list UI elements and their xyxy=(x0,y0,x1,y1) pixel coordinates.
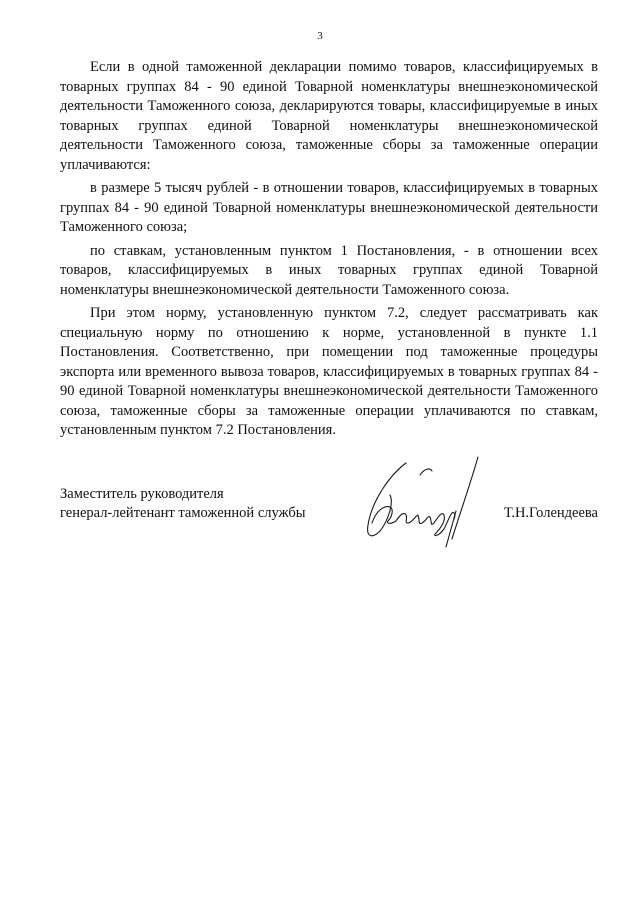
position-title: Заместитель руководителя xyxy=(60,486,224,502)
paragraph-fee-5000: в размере 5 тысяч рублей - в отношении товаров, классифицируемых в товарных группах 84 - 90 единой Товарной номенклатуры внешнеэкономической деятельности Таможенного союза; xyxy=(60,180,598,235)
document-body xyxy=(60,58,598,441)
handwritten-signature xyxy=(360,455,500,555)
page-number: 3 xyxy=(317,30,323,42)
paragraph-special-norm: При этом норму, установленную пунктом 7.2, следует рассматривать как специальную норму по отношению к норме, установленной в пункте 1.1 Постановления. Соответственно, при помещении под таможенные процедуры экспорта или временного вывоза товаров, классифицируемых в товарных группах 84 - 90 единой Товарной номенклатуры внешнеэкономической деятельности Таможенного союза, таможенные сборы за таможенные операции уплачиваются по ставкам, установленным пунктом 7.2 Постановления. xyxy=(60,305,598,438)
signatory-position xyxy=(60,485,360,523)
signer-name: Т.Н.Голендеева xyxy=(503,505,598,521)
paragraph-customs-declaration: Если в одной таможенной декларации помимо товаров, классифицируемых в товарных группах 84 - 90 единой Товарной номенклатуры внешнеэкономической деятельности Таможенного союза, декларируются товары, классифицируемые в иных товарных группах единой Товарной номенклатуры внешнеэкономической деятельности Таможенного союза, таможенные сборы за таможенные операции уплачиваются: xyxy=(60,59,598,173)
paragraph-rates-other-goods: по ставкам, установленным пунктом 1 Постановления, - в отношении всех товаров, классифицируемых в иных товарных группах единой Товарной номенклатуры внешнеэкономической деятельности Таможенного союза. xyxy=(60,242,598,298)
position-rank: генерал-лейтенант таможенной службы xyxy=(60,505,306,521)
